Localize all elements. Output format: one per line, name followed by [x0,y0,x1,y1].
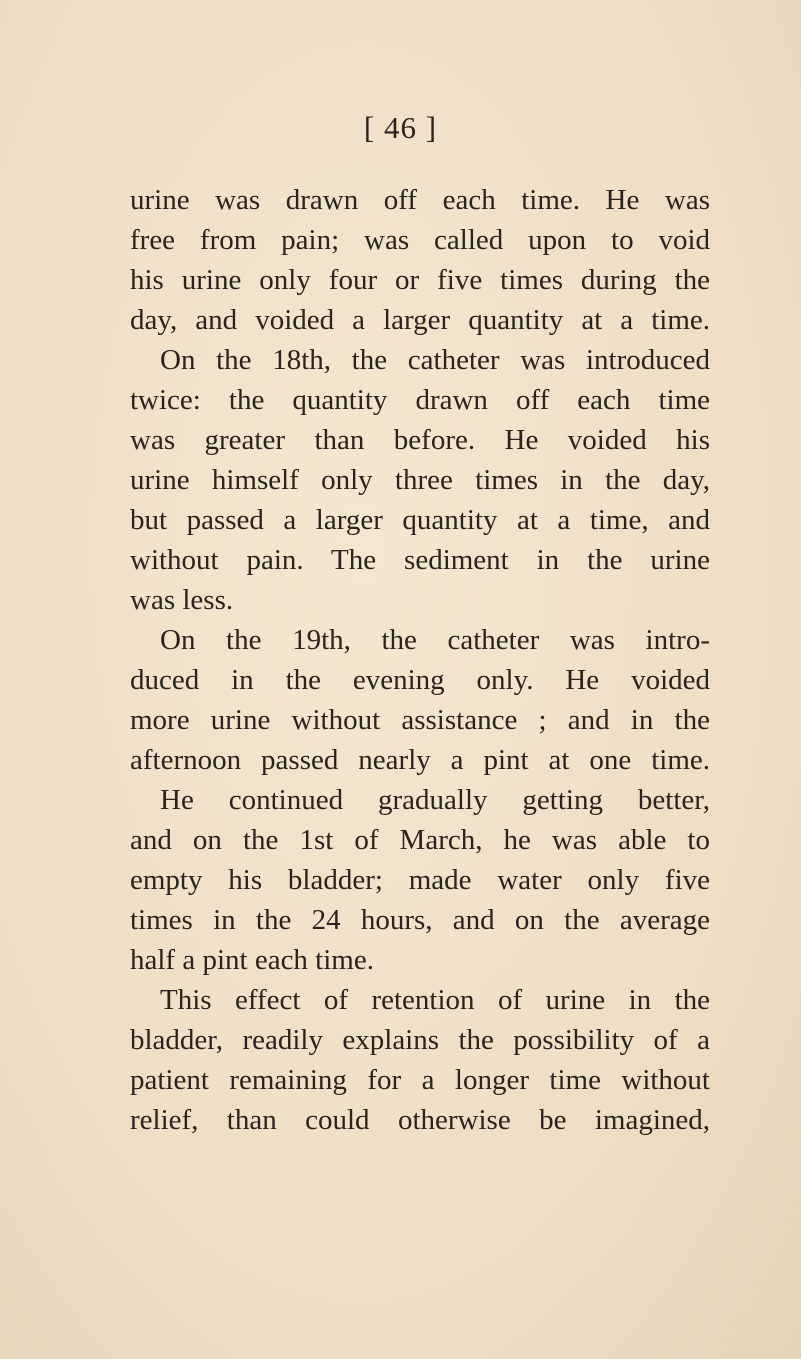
text-line: his urine only four or five times during the [130,264,710,296]
text-line: urine himself only three times in the day, [130,464,710,496]
text-line: half a pint each time. [130,944,374,976]
text-line: urine was drawn off each time. He was [130,184,710,216]
text-line: patient remaining for a longer time without [130,1064,710,1096]
text-line: empty his bladder; made water only five [130,864,710,896]
text-line: and on the 1st of March, he was able to [130,824,710,856]
text-line: was greater than before. He voided his [130,424,710,456]
text-line: more urine without assistance ; and in the [130,704,710,736]
text-line: He continued gradually getting better, [160,784,710,816]
text-line: day, and voided a larger quantity at a time. [130,304,710,336]
body-text [130,180,710,1140]
text-line: duced in the evening only. He voided [130,664,710,696]
text-line: times in the 24 hours, and on the average [130,904,710,936]
text-line: free from pain; was called upon to void [130,224,710,256]
page-number: [ 46 ] [363,110,438,145]
text-line: but passed a larger quantity at a time, and [130,504,710,536]
text-line: This effect of retention of urine in the [160,984,710,1016]
text-line: was less. [130,584,234,616]
text-line: On the 19th, the catheter was intro- [160,624,710,656]
text-line: afternoon passed nearly a pint at one time. [130,744,710,776]
text-line: bladder, readily explains the possibility of a [130,1024,710,1056]
text-line: without pain. The sediment in the urine [130,544,710,576]
text-line: relief, than could otherwise be imagined, [130,1104,710,1136]
text-line: On the 18th, the catheter was introduced [160,344,710,376]
text-line: twice: the quantity drawn off each time [130,384,710,416]
